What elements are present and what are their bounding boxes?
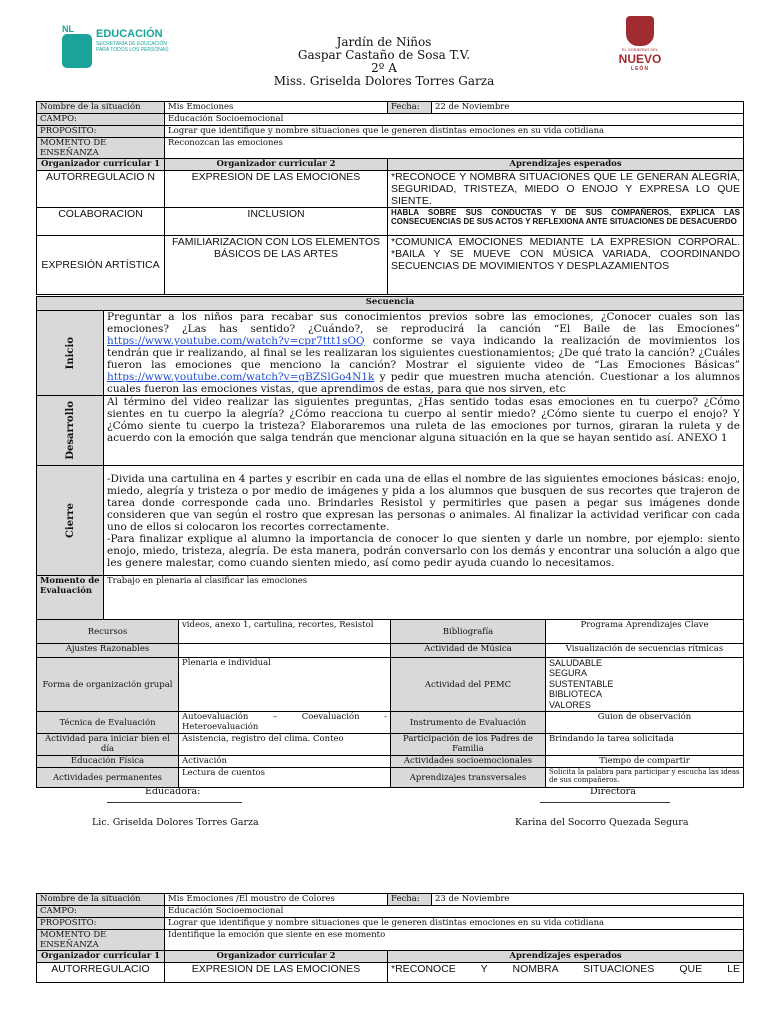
iniciar-label: Actividad para iniciar bien el día bbox=[37, 734, 179, 756]
proposito-label: PROPOSITO: bbox=[37, 918, 165, 930]
pemc-list bbox=[546, 658, 744, 712]
org1-cell: EXPRESIÓN ARTÍSTICA bbox=[37, 236, 165, 295]
momento-label: MOMENTO DE ENSEÑANZA bbox=[37, 138, 165, 159]
pemc-item: BIBLIOTECA bbox=[549, 689, 603, 700]
instrumento-value: Guion de observación bbox=[546, 712, 744, 734]
org1-cell: AUTORREGULACIO bbox=[37, 963, 165, 983]
secuencia-table bbox=[36, 296, 744, 620]
cierre-paragraph-1: -Divida una cartulina en 4 partes y escribir en cada una de ellas el nombre de las siguientes emociones básicas: enojo, miedo, alegría y tristeza o por medio de imágenes y pida a los alumnos que busquen de sus recortes que trajeron de tarea donde corresponde cada uno. Brindarles Resistol y permitirles que pasen a pegar sus imágenes donde consideren que van según el rostro que expresan las personas o animales. Al finalizar la actividad verificar con cada uno de ellos si colocaron los recortes correctamente. bbox=[107, 472, 740, 533]
youtube-link-2[interactable]: https://www.youtube.com/watch?v=gBZSlGo4N1k bbox=[107, 371, 375, 383]
fecha-value: 22 de Noviembre bbox=[432, 102, 744, 114]
educadora-signature-line bbox=[107, 802, 242, 803]
recursos-table bbox=[36, 619, 744, 788]
inicio-text-part: Preguntar a los niños para recabar sus conocimientos previos sobre las emociones, ¿Conocer cuales son las emociones? ¿Las has sentido? ¿Cuándo?, se reproducirá la canción “El Baile de las Emociones” bbox=[107, 311, 740, 335]
org2-cell: EXPRESION DE LAS EMOCIONES bbox=[165, 171, 388, 208]
aprend-cell: *RECONOCE Y NOMBRA SITUACIONES QUE LE GENERAN ALEGRÍA, SEGURIDAD, TRISTEZA, MIEDO O ENOJO Y EXPRESA LO QUE SIENTE. bbox=[388, 171, 744, 208]
aprend-cell: HABLA SOBRE SUS CONDUCTAS Y DE SUS COMPAÑEROS, EXPLICA LAS CONSECUENCIAS DE SUS ACTOS Y REFLEXIONA ANTE SITUACIONES DE DESACUERDO bbox=[388, 208, 744, 236]
situacion-value: Mis Emociones bbox=[165, 102, 388, 114]
org2-cell: FAMILIARIZACION CON LOS ELEMENTOS BÁSICOS DE LAS ARTES bbox=[165, 236, 388, 295]
cierre-text bbox=[104, 466, 744, 576]
cierre-label: Cierre bbox=[64, 502, 76, 539]
situacion-label: Nombre de la situación bbox=[37, 894, 165, 906]
plan2-table bbox=[36, 893, 744, 983]
desarrollo-text: Al término del video realizar las siguientes preguntas, ¿Has sentido todas esas emociones en tu cuerpo? ¿Cómo sientes en tu cuerpo la alegría? ¿Cómo reacciona tu cuerpo al sentir miedo? ¿Cómo siente tu cuerpo el enojo? Y ¿Cómo siente tu cuerpo la tristeza? Elaboraremos una ruleta de las emociones por turnos, giraran la ruleta y de acuerdo con la emoción que salga tendrán que mencionar alguna situación en la que se hayan sentido así. ANEXO 1 bbox=[104, 396, 744, 466]
instrumento-label: Instrumento de Evaluación bbox=[391, 712, 546, 734]
org2-header: Organizador curricular 2 bbox=[165, 159, 388, 171]
transversales-value: Solicita la palabra para participar y escucha las ideas de sus compañeros. bbox=[546, 768, 744, 788]
aprend-cell: *RECONOCE Y NOMBRA SITUACIONES QUE LE bbox=[388, 963, 744, 983]
org2-cell: EXPRESION DE LAS EMOCIONES bbox=[165, 963, 388, 983]
pemc-label: Actividad del PEMC bbox=[391, 658, 546, 712]
campo-label: CAMPO: bbox=[37, 906, 165, 918]
cierre-paragraph-2: -Para finalizar explique al alumno la importancia de conocer lo que sienten y darle un nombre, por ejemplo: siento enojo, miedo, tristeza, alegría. De esta manera, podrán conversarlo con los demás y encontrar una solución a algo que les genere malestar, como cuando sienten miedo, así como pedir ayuda cuando lo necesitamos. bbox=[107, 532, 740, 569]
proposito-value: Lograr que identifique y nombre situaciones que le generen distintas emociones en su vida cotidiana bbox=[165, 918, 744, 930]
secuencia-header: Secuencia bbox=[37, 297, 744, 311]
org1-cell: COLABORACION bbox=[37, 208, 165, 236]
momento-label: MOMENTO DE ENSEÑANZA bbox=[37, 930, 165, 951]
desarrollo-label: Desarrollo bbox=[64, 401, 76, 460]
fisica-value: Activación bbox=[179, 756, 391, 768]
padres-value: Brindando la tarea solicitada bbox=[546, 734, 744, 756]
logo-title: EDUCACIÓN bbox=[96, 28, 163, 40]
fisica-label: Educación Física bbox=[37, 756, 179, 768]
school-subtitle: Gaspar Castaño de Sosa T.V. bbox=[297, 48, 471, 62]
directora-name: Karina del Socorro Quezada Segura bbox=[515, 817, 689, 828]
pemc-item: SALUDABLE bbox=[549, 658, 603, 668]
tecnica-label: Técnica de Evaluación bbox=[37, 712, 179, 734]
educadora-label: Educadora: bbox=[145, 786, 201, 797]
campo-value: Educación Socioemocional bbox=[165, 114, 744, 126]
school-name: Jardín de Niños bbox=[336, 35, 432, 49]
iniciar-value: Asistencia, registro del clima. Conteo bbox=[179, 734, 391, 756]
directora-signature-line bbox=[540, 802, 670, 803]
org1-header: Organizador curricular 1 bbox=[37, 951, 165, 963]
inicio-text bbox=[104, 311, 744, 396]
group-name: 2º A bbox=[371, 61, 397, 75]
inicio-label-cell bbox=[37, 311, 104, 396]
ajustes-value bbox=[179, 644, 391, 658]
logo-small-text: EL GOBIERNO DEL bbox=[621, 47, 659, 52]
padres-label: Participación de los Padres de Familia bbox=[391, 734, 546, 756]
org2-cell: INCLUSION bbox=[165, 208, 388, 236]
fecha-value: 23 de Noviembre bbox=[432, 894, 744, 906]
inicio-label: Inicio bbox=[64, 336, 76, 370]
youtube-link-1[interactable]: https://www.youtube.com/watch?v=cpr7ttt1sOQ bbox=[107, 335, 365, 347]
musica-value: Visualización de secuencias rítmicas bbox=[546, 644, 744, 658]
pemc-item: SUSTENTABLE bbox=[549, 678, 614, 689]
fecha-label: Fecha: bbox=[388, 102, 432, 114]
permanentes-value: Lectura de cuentos bbox=[179, 768, 391, 788]
logo-subtitle: SECRETARÍA DE EDUCACIÓN PARA TODOS LOS PERSONAS bbox=[96, 41, 169, 53]
aprend-header: Aprendizajes esperados bbox=[388, 951, 744, 963]
aprend-header: Aprendizajes esperados bbox=[388, 159, 744, 171]
socio-label: Actividades socioemocionales bbox=[391, 756, 546, 768]
org1-cell: AUTORREGULACIO N bbox=[37, 171, 165, 208]
educadora-name: Lic. Griselda Dolores Torres Garza bbox=[92, 817, 259, 828]
proposito-value: Lograr que identifique y nombre situaciones que le generen distintas emociones en su vida cotidiana bbox=[165, 126, 744, 138]
ajustes-label: Ajustes Razonables bbox=[37, 644, 179, 658]
recursos-label: Recursos bbox=[37, 620, 179, 644]
momento-eval-label: Momento de Evaluación bbox=[37, 576, 104, 620]
logo-main-text: NUEVO bbox=[618, 52, 662, 66]
momento-value: Identifique la emoción que siente en ese momento bbox=[165, 930, 744, 951]
musica-label: Actividad de Música bbox=[391, 644, 546, 658]
socio-value: Tiempo de compartir bbox=[546, 756, 744, 768]
org2-header: Organizador curricular 2 bbox=[165, 951, 388, 963]
bibliografia-label: Bibliografía bbox=[391, 620, 546, 644]
pemc-item: VALORES bbox=[549, 699, 591, 710]
situacion-label: Nombre de la situación bbox=[37, 102, 165, 114]
proposito-label: PROPOSITO: bbox=[37, 126, 165, 138]
org1-header: Organizador curricular 1 bbox=[37, 159, 165, 171]
teacher-name: Miss. Griselda Dolores Torres Garza bbox=[273, 74, 495, 88]
forma-value: Plenaria e individual bbox=[179, 658, 391, 712]
desarrollo-label-cell bbox=[37, 396, 104, 466]
cierre-label-cell bbox=[37, 466, 104, 576]
pemc-item: SEGURA bbox=[549, 668, 588, 679]
plan-table-top bbox=[36, 101, 744, 295]
momento-value: Reconozcan las emociones bbox=[165, 138, 744, 159]
inicio-text-part: conforme se vaya indicando la realización de movimientos los tendrán que ir realizando, al final se les realizaran los siguientes cuestionamientos; ¿De qué trato la canción? ¿Cuáles fueron las emociones que menciono la canción? Mostrar el siguiente video de “Las Emociones Básicas” bbox=[107, 335, 740, 371]
momento-eval-value: Trabajo en plenaria al clasificar las emociones bbox=[104, 576, 744, 620]
transversales-label: Aprendizajes transversales bbox=[391, 768, 546, 788]
directora-label: Directora bbox=[590, 786, 636, 797]
tecnica-value: Autoevaluación – Coevaluación - Heteroevaluación bbox=[179, 712, 391, 734]
fecha-label: Fecha: bbox=[388, 894, 432, 906]
inicio-text-part: y pedir que muestren mucha atención. Cuestionar a los alumnos cuales fueron las emociones vistas, que aprendimos de estas, para que nos sirven, etc bbox=[107, 371, 740, 395]
campo-label: CAMPO: bbox=[37, 114, 165, 126]
bibliografia-value: Programa Aprendizajes Clave bbox=[546, 620, 744, 644]
forma-label: Forma de organización grupal bbox=[37, 658, 179, 712]
situacion-value: Mis Emociones /El moustro de Colores bbox=[165, 894, 388, 906]
logo-bottom-text: LEÓN bbox=[631, 66, 649, 72]
campo-value: Educación Socioemocional bbox=[165, 906, 744, 918]
recursos-value: videos, anexo 1, cartulina, recortes, Resistol bbox=[179, 620, 391, 644]
logo-nl-text: NL bbox=[62, 24, 74, 34]
aprend-cell: *COMUNICA EMOCIONES MEDIANTE LA EXPRESION CORPORAL. *BAILA Y SE MUEVE CON MÚSICA VARIADA, COORDINANDO SECUENCIAS DE MOVIMIENTOS Y DESPLAZAMIENTOS bbox=[388, 236, 744, 295]
permanentes-label: Actividades permanentes bbox=[37, 768, 179, 788]
